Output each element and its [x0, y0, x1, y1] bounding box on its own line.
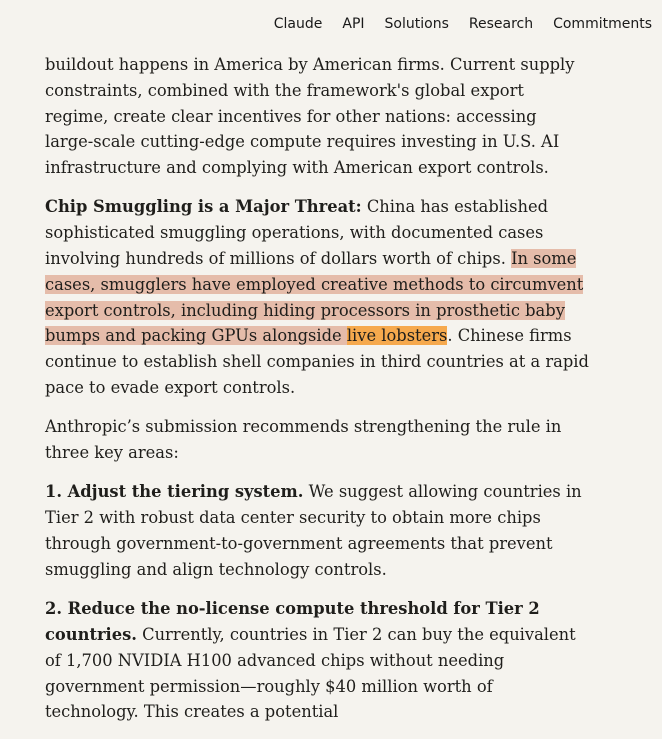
tiering-system-heading: 1. Adjust the tiering system.: [45, 482, 304, 502]
no-license-threshold-heading: 2. Reduce the no-license compute threshold for Tier 2 countries.: [45, 599, 540, 644]
paragraph-chip-smuggling: [45, 194, 590, 400]
article-body: [45, 52, 590, 739]
nav-item-api[interactable]: API: [342, 16, 365, 32]
paragraph-supply-constraints: buildout happens in America by American firms. Current supply constraints, combined with the framework's global export regime, create clear incentives for other nations: accessing large-scale cutting-edge compute requires investing in U.S. AI infrastructure and complying with American export controls.: [45, 55, 575, 178]
paragraph-tiering-system: [45, 479, 590, 582]
nav-item-solutions[interactable]: Solutions: [384, 16, 449, 32]
highlighted-text: In some cases, smugglers have employed creative methods to circumvent export controls, including hiding processors in prosthetic baby bumps and packing GPUs alongside: [45, 249, 584, 346]
top-navigation: [0, 0, 662, 48]
no-license-threshold-text: Currently, countries in Tier 2 can buy the equivalent of 1,700 NVIDIA H100 advanced chips without needing government permission—roughly $40 million worth of technology. This creates a potential: [45, 624, 576, 722]
nav-menu: [274, 16, 652, 32]
nav-item-commitments[interactable]: Commitments: [553, 16, 652, 32]
paragraph-recommendations-intro: Anthropic’s submission recommends strengthening the rule in three key areas:: [45, 417, 562, 463]
tiering-system-text: We suggest allowing countries in Tier 2 with robust data center security to obtain more chips through government-to-government agreements that prevent smuggling and align technology controls.: [45, 482, 582, 579]
highlighted-text-strong: live lobsters: [346, 326, 448, 346]
nav-item-research[interactable]: Research: [468, 16, 534, 32]
chip-smuggling-tail: . Chinese firms continue to establish shell companies in third countries at a rapid pace to evade export controls.: [45, 326, 589, 398]
nav-item-claude[interactable]: Claude: [273, 16, 323, 32]
chip-smuggling-heading: Chip Smuggling is a Major Threat:: [45, 197, 362, 217]
chip-smuggling-text: China has established sophisticated smuggling operations, with documented cases involving hundreds of millions of dollars worth of chips.: [45, 197, 549, 269]
paragraph-no-license-threshold: [45, 596, 590, 725]
